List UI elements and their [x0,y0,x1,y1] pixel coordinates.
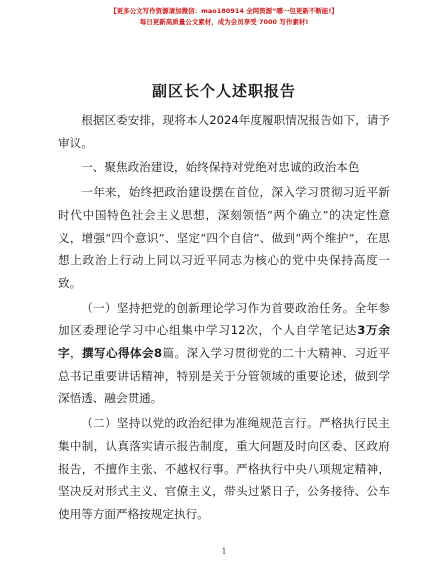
paragraph-2-text-a: （一）坚持把党的创新理论学习作为首要政治任务。全年参加区委理论学习中心组集中学习 [58,300,390,338]
intro-paragraph [58,109,390,154]
paragraph-2 [58,297,390,411]
promo-banner-line-1: 【更多公文写作资源请加微信：mao180914 全网资源“哪一包更新不断能!】 [110,7,338,15]
promo-banner [0,6,448,28]
document-title: 副区长个人述职报告 [151,82,296,100]
intro-text-b: 年度履职情况报告如下，请予审议。 [58,113,390,150]
document-body [58,109,390,526]
page-number: 1 [221,547,227,556]
paragraph-1: 一年来，始终把政治建设摆在首位，深入学习贯彻习近平新时代中国特色社会主义思想，深刻领悟“两个确立”的决定性意义，增强“四个意识”、坚定“四个自信”、做到“两个维护”，在思想上政治上行动上同以习近平同志为核心的党中央保持高度一致。 [58,185,390,290]
paragraph-2-text-c: ， [70,346,82,361]
paragraph-2-text-b: 次，个人自学笔记达 [245,323,358,338]
reflections-count: 8 [153,346,163,361]
reflections-label: 撰写心得体会 [82,346,154,361]
section-1-heading: 一、聚焦政治建设，始终保持对党绝对忠诚的政治本色 [81,160,360,175]
intro-year: 2024 [209,113,239,127]
promo-banner-line-2: 每日更新高质量公文素材，成为会员享受 7000 写作素材! [139,18,309,26]
paragraph-2-text-d: 篇。深入学习贯彻党的二十大精神、习近平总书记重要讲话精神，特别是关于分管领域的重要论述，做到学深悟透、融会贯通。 [58,346,390,406]
study-count: 12 [230,323,246,338]
notes-word-count: 3万余字 [58,323,390,361]
paragraph-3: （二）坚持以党的政治纪律为准绳规范言行。严格执行民主集中制，认真落实请示报告制度，重大问题及时向区委、区政府报告，不擅作主张、不越权行事。严格执行中央八项规定精神，坚决反对形式主义、官僚主义，带头过紧日子，公务接待、公车使用等方面严格按规定执行。 [58,416,390,521]
intro-text-a: 根据区委安排，现将本人 [81,113,210,127]
